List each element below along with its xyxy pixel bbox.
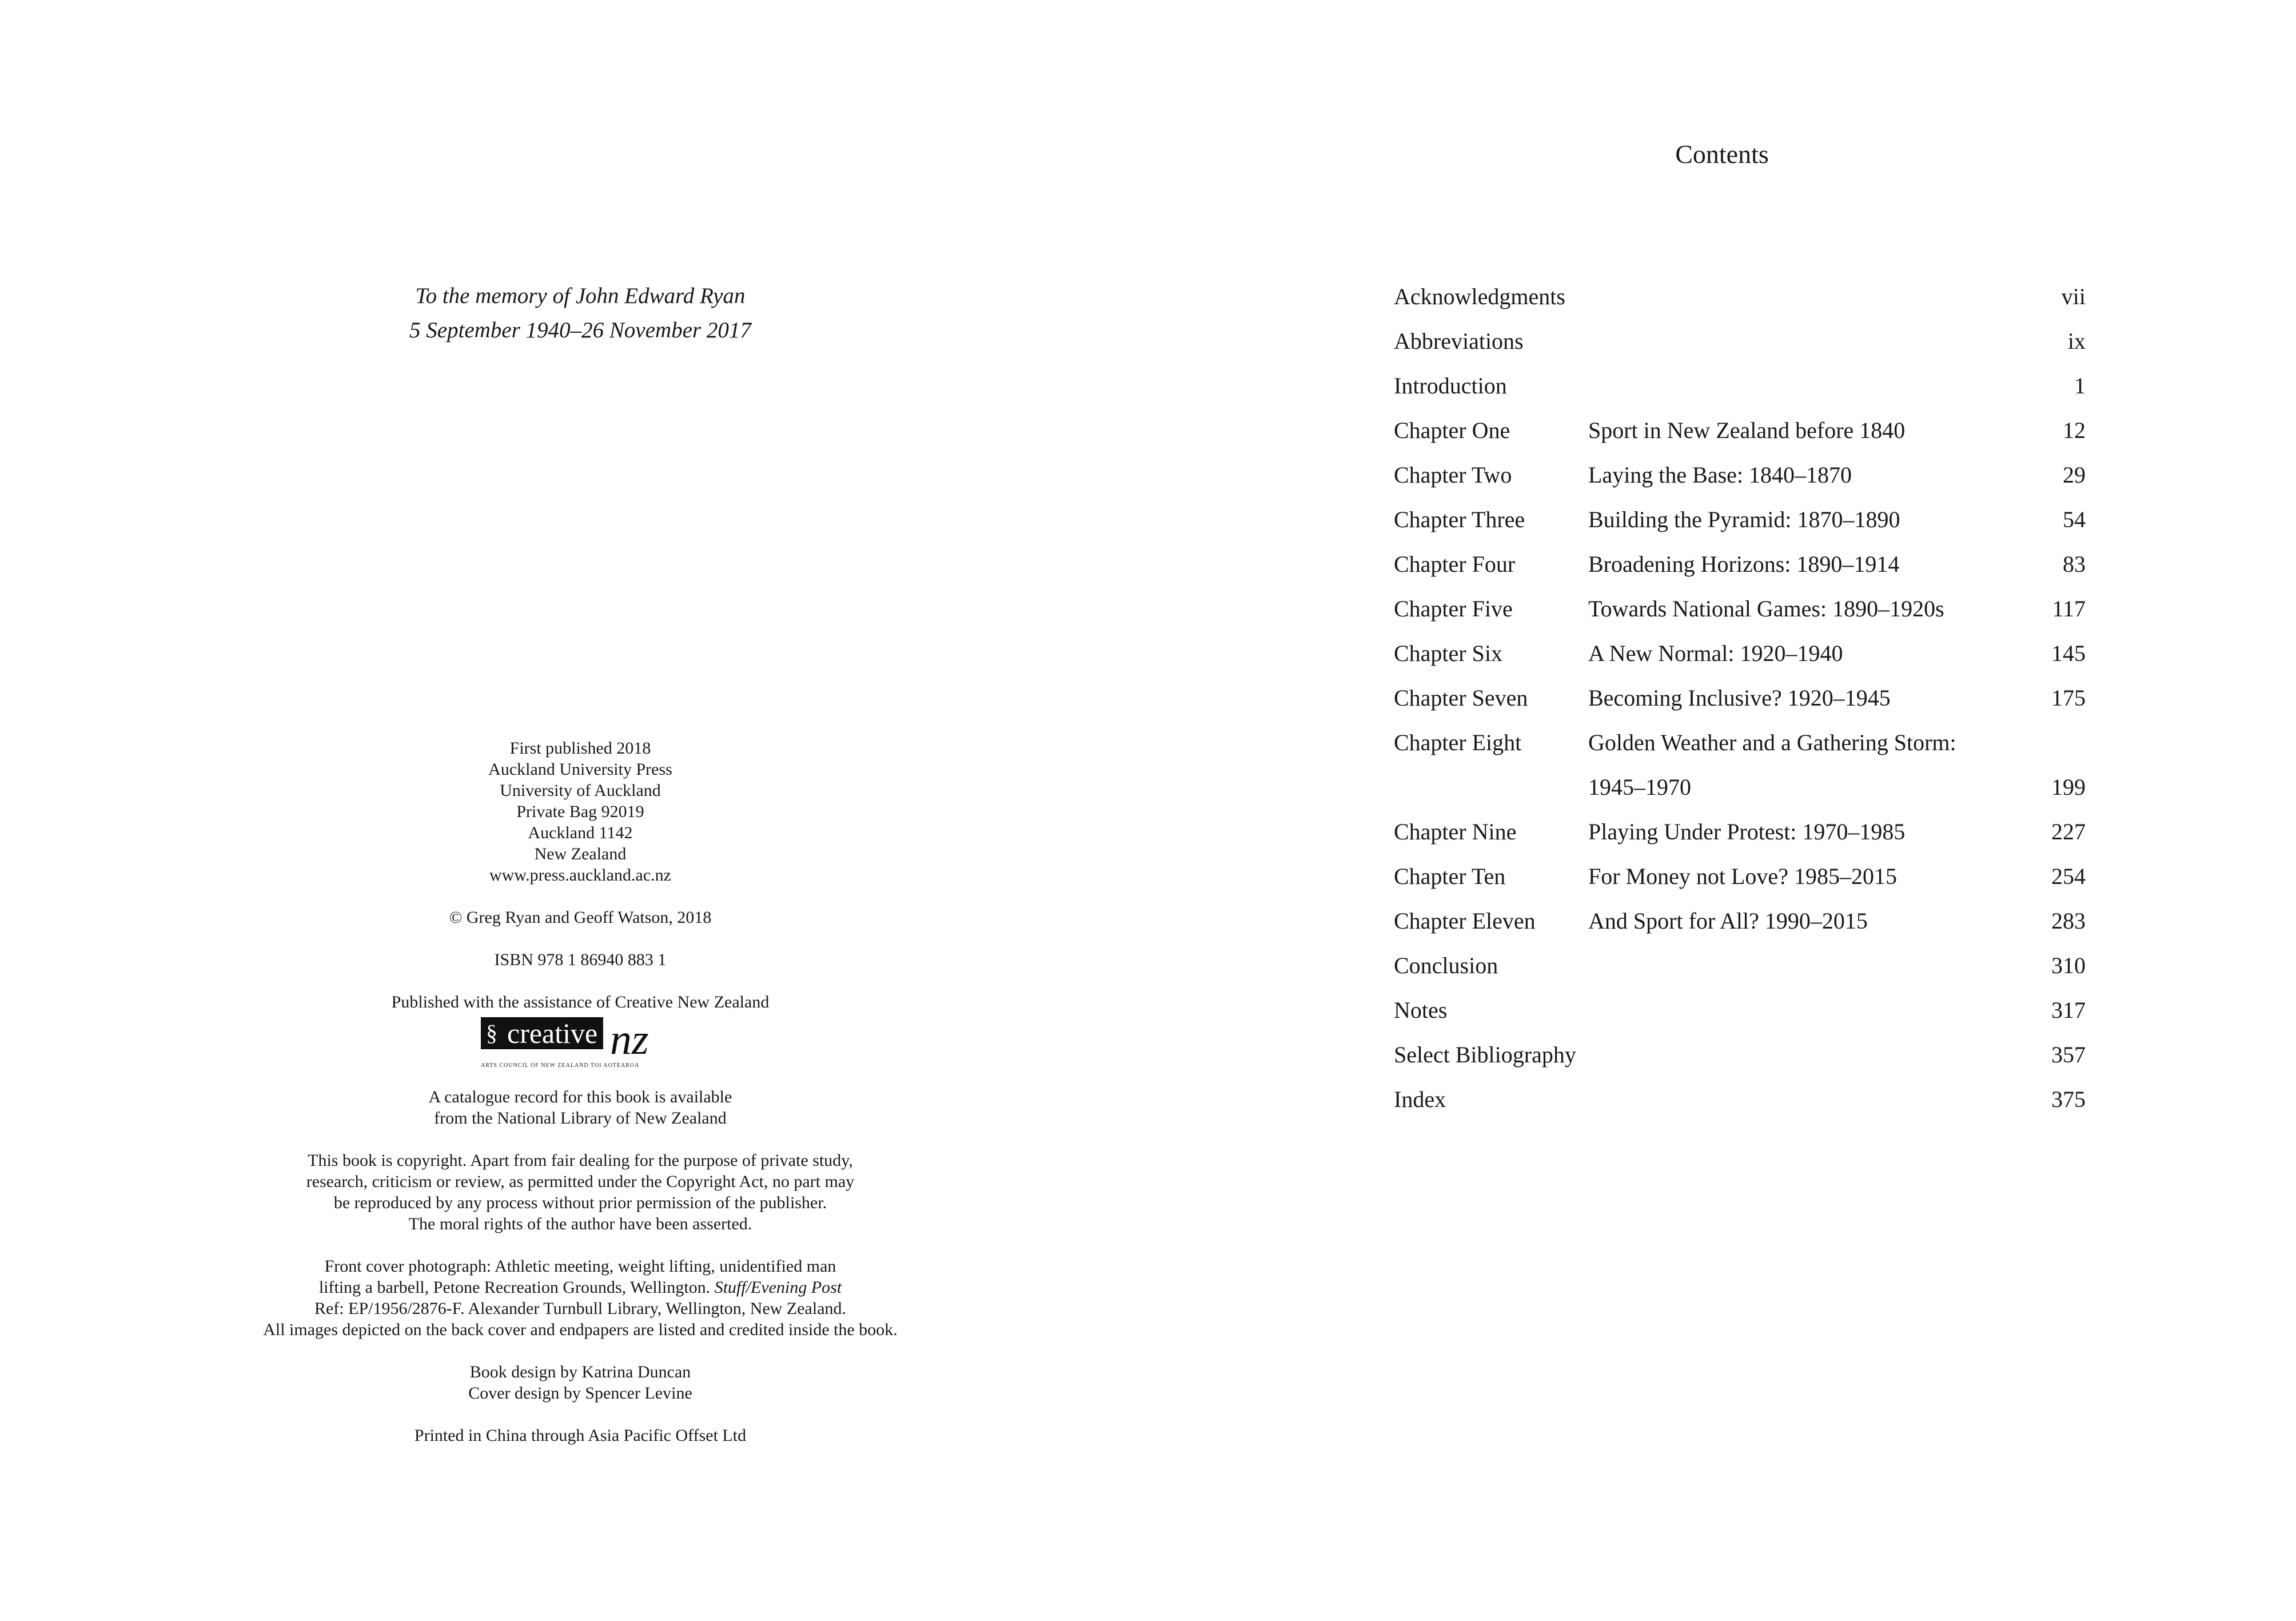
toc-entry-label: Abbreviations [1394, 328, 1524, 354]
cover-photo-line: Ref: EP/1956/2876-F. Alexander Turnbull Library, Wellington, New Zealand. [314, 1299, 847, 1318]
toc-entry-label: Chapter One [1394, 417, 1510, 443]
copyright-notice-line: This book is copyright. Apart from fair dealing for the purpose of private study, [308, 1151, 853, 1170]
dedication-line-1: To the memory of John Edward Ryan [415, 284, 746, 308]
toc-entry [1394, 1033, 2086, 1077]
design-credit-line: Cover design by Spencer Levine [468, 1384, 692, 1403]
toc-entry [1394, 408, 2086, 453]
toc-entry-page: 175 [2051, 685, 2086, 711]
dedication-line-2: 5 September 1940–26 November 2017 [409, 318, 751, 342]
toc-entry [1394, 1077, 2086, 1122]
toc-entry [1394, 274, 2086, 319]
toc-entry-label: Index [1394, 1086, 1446, 1112]
publisher-line: New Zealand [534, 845, 627, 863]
toc-entry-label: Introduction [1394, 373, 1507, 399]
toc-entry-label: Chapter Five [1394, 596, 1513, 622]
toc-entry [1394, 497, 2086, 542]
imprint [0, 738, 1161, 1446]
toc-entry-label: Chapter Eight [1394, 730, 1522, 755]
toc-entry-label: Conclusion [1394, 953, 1498, 978]
cover-photo-source: Stuff/Evening Post [714, 1278, 842, 1297]
toc-entry-title: Towards National Games: 1890–1920s [1588, 596, 1944, 622]
design-credit-line: Book design by Katrina Duncan [469, 1363, 691, 1381]
assistance-line: Published with the assistance of Creative New Zealand [391, 993, 770, 1011]
toc-entry-page: 12 [2063, 417, 2086, 443]
dedication-name: John Edward Ryan [575, 284, 746, 308]
toc-entry [1394, 676, 2086, 720]
toc-entry-label: Chapter Nine [1394, 819, 1517, 845]
toc-entry-label: Chapter Four [1394, 551, 1516, 577]
catalogue-block [0, 1086, 1161, 1129]
koru-icon: § [486, 1020, 497, 1046]
toc-entry [1394, 542, 2086, 587]
toc-entry [1394, 453, 2086, 497]
toc-entry [1394, 587, 2086, 631]
toc-entry-page: ix [2067, 328, 2086, 354]
toc-entry-page: 283 [2051, 908, 2086, 934]
right-page [1148, 0, 2296, 1621]
publisher-line: Auckland 1142 [528, 823, 633, 842]
toc-entry-page: 199 [2051, 774, 2086, 800]
copyright-notice-line: The moral rights of the author have been asserted. [408, 1214, 752, 1233]
toc-entry-page: 54 [2063, 507, 2086, 532]
toc-entry-title: For Money not Love? 1985–2015 [1588, 863, 1897, 889]
toc-entry-label: Chapter Eleven [1394, 908, 1536, 934]
toc-entry [1394, 943, 2086, 988]
toc-entry-label: Select Bibliography [1394, 1042, 1576, 1068]
publisher-line: Auckland University Press [488, 760, 672, 779]
toc-entry-title: Building the Pyramid: 1870–1890 [1588, 507, 1900, 532]
toc-entry-label: Chapter Seven [1394, 685, 1528, 711]
copyright-notice [0, 1150, 1161, 1234]
logo-suffix: nz [610, 1015, 649, 1064]
toc-entry-page: 83 [2063, 551, 2086, 577]
toc-entry-page: 317 [2051, 997, 2086, 1023]
toc-entry-page: 254 [2051, 863, 2086, 889]
toc-entry-label: Chapter Two [1394, 462, 1512, 488]
toc-entry [1394, 720, 2086, 765]
publisher-line: University of Auckland [500, 781, 661, 800]
isbn: ISBN 978 1 86940 883 1 [494, 950, 667, 969]
toc-entry [1394, 631, 2086, 676]
toc-entry-page: 375 [2051, 1086, 2086, 1112]
toc-entry-page: 29 [2063, 462, 2086, 488]
toc-entry-page: vii [2061, 284, 2086, 309]
toc-entry [1394, 810, 2086, 854]
toc-entry [1394, 319, 2086, 364]
catalogue-line: from the National Library of New Zealand [434, 1109, 727, 1128]
toc-entry-label: Chapter Three [1394, 507, 1525, 532]
toc-entry-page: 227 [2051, 819, 2086, 845]
cover-photo-line: Front cover photograph: Athletic meeting, weight lifting, unidentified man [324, 1257, 836, 1276]
toc-entry [1394, 899, 2086, 943]
toc-entry-title: Golden Weather and a Gathering Storm: [1588, 730, 1956, 755]
toc-entry-title: Becoming Inclusive? 1920–1945 [1588, 685, 1891, 711]
toc-entry-page: 145 [2051, 640, 2086, 666]
copyright-notice-line: be reproduced by any process without prior permission of the publisher. [333, 1193, 827, 1212]
toc-entry-page: 310 [2051, 953, 2086, 978]
toc-entry-label: Notes [1394, 997, 1448, 1023]
toc-entry-label: Chapter Six [1394, 640, 1502, 666]
logo-wordmark: creative [481, 1017, 603, 1049]
toc-entry-title: Sport in New Zealand before 1840 [1588, 417, 1906, 443]
toc-entry-title: Broadening Horizons: 1890–1914 [1588, 551, 1900, 577]
publisher-website: www.press.auckland.ac.nz [489, 866, 671, 885]
creative-nz-logo [477, 1016, 683, 1073]
toc-entry [1394, 854, 2086, 899]
toc-entry [1394, 765, 2086, 810]
toc-entry-label: Acknowledgments [1394, 284, 1565, 309]
toc-entry [1394, 988, 2086, 1033]
copyright-line: © Greg Ryan and Geoff Watson, 2018 [449, 908, 712, 927]
toc-entry-title: A New Normal: 1920–1940 [1588, 640, 1843, 666]
publisher-line: First published 2018 [509, 739, 651, 758]
dedication [0, 279, 1161, 348]
toc-entry-title: Playing Under Protest: 1970–1985 [1588, 819, 1906, 845]
toc-entry-title: Laying the Base: 1840–1870 [1588, 462, 1852, 488]
toc-entry-title: 1945–1970 [1588, 774, 1691, 800]
toc-entry-page: 117 [2052, 596, 2086, 622]
toc-entry-label: Chapter Ten [1394, 863, 1506, 889]
cover-photo-line: All images depicted on the back cover and endpapers are listed and credited inside the book. [263, 1320, 898, 1339]
publisher-block [0, 738, 1161, 886]
copyright-notice-line: research, criticism or review, as permitted under the Copyright Act, no part may [306, 1172, 855, 1191]
toc-entry-title: And Sport for All? 1990–2015 [1588, 908, 1868, 934]
contents-title: Contents [1675, 140, 1769, 169]
table-of-contents [1394, 274, 2086, 1122]
design-credits [0, 1361, 1161, 1404]
toc-entry-page: 357 [2051, 1042, 2086, 1068]
printed-line: Printed in China through Asia Pacific Offset Ltd [414, 1426, 747, 1445]
publisher-line: Private Bag 92019 [516, 802, 644, 821]
toc-entry [1394, 364, 2086, 408]
catalogue-line: A catalogue record for this book is available [428, 1088, 732, 1106]
logo-subtitle: ARTS COUNCIL OF NEW ZEALAND TOI AOTEAROA [481, 1062, 640, 1069]
cover-photo-credit [0, 1256, 1161, 1340]
toc-entry-page: 1 [2074, 373, 2086, 399]
cover-photo-line: lifting a barbell, Petone Recreation Grounds, Wellington. Stuff/Evening Post [318, 1278, 842, 1297]
